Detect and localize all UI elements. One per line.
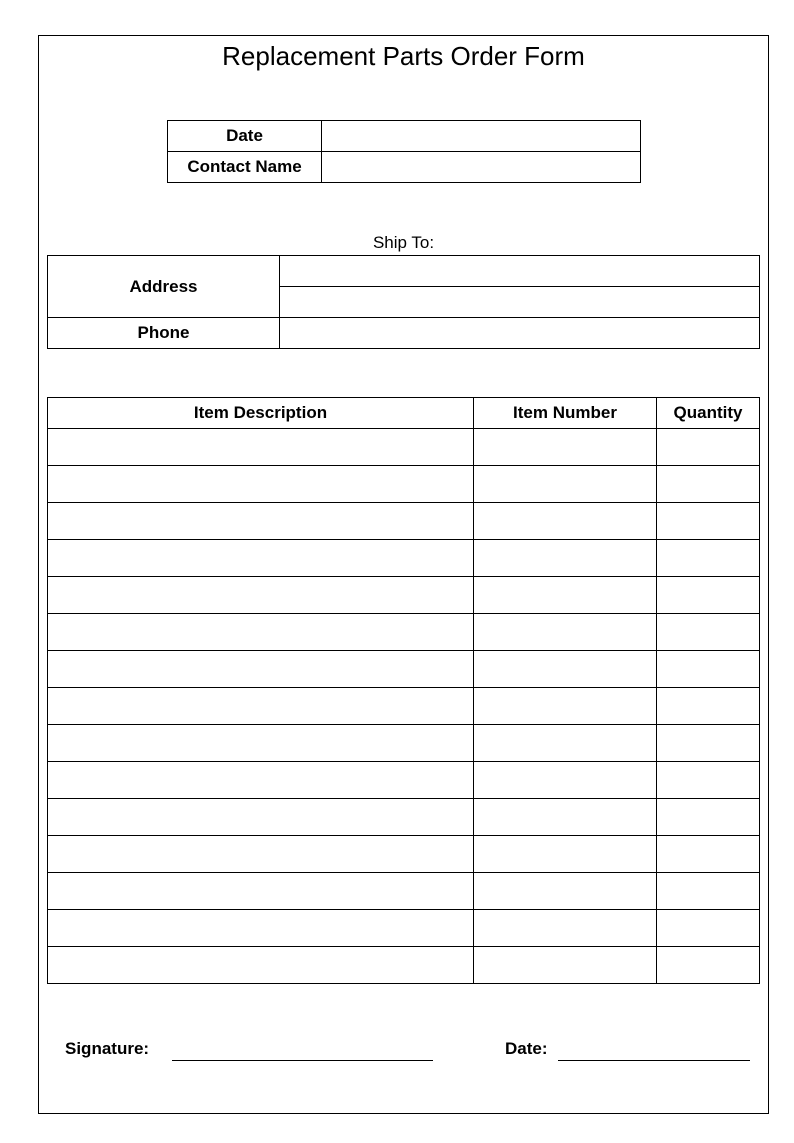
- item-number-cell[interactable]: [474, 799, 657, 836]
- quantity-cell[interactable]: [657, 762, 760, 799]
- date-label: Date: [168, 121, 322, 152]
- signature-label: Signature:: [65, 1039, 150, 1058]
- table-row: [48, 651, 760, 688]
- item-number-cell[interactable]: [474, 651, 657, 688]
- ship-to-heading: Ship To:: [372, 233, 435, 252]
- address-label: Address: [48, 256, 280, 318]
- quantity-cell[interactable]: [657, 503, 760, 540]
- quantity-cell[interactable]: [657, 688, 760, 725]
- item-description-cell[interactable]: [48, 651, 474, 688]
- item-number-cell[interactable]: [474, 836, 657, 873]
- table-row: [48, 762, 760, 799]
- item-number-cell[interactable]: [474, 688, 657, 725]
- quantity-cell[interactable]: [657, 873, 760, 910]
- quantity-cell[interactable]: [657, 799, 760, 836]
- quantity-cell[interactable]: [657, 651, 760, 688]
- item-number-cell[interactable]: [474, 614, 657, 651]
- table-row: [48, 836, 760, 873]
- address-line-1-field[interactable]: [280, 256, 760, 287]
- footer-date-line-field[interactable]: [558, 1060, 750, 1061]
- column-header-quantity: Quantity: [657, 398, 760, 429]
- table-row: [48, 873, 760, 910]
- item-number-cell[interactable]: [474, 429, 657, 466]
- table-row: [48, 466, 760, 503]
- column-header-item-description: Item Description: [48, 398, 474, 429]
- table-row: [48, 725, 760, 762]
- table-row: [48, 577, 760, 614]
- signature-line-field[interactable]: [172, 1060, 433, 1061]
- quantity-cell[interactable]: [657, 577, 760, 614]
- header-info-table: [167, 120, 641, 183]
- item-number-cell[interactable]: [474, 947, 657, 984]
- contact-name-field[interactable]: [322, 152, 641, 183]
- quantity-cell[interactable]: [657, 429, 760, 466]
- date-field[interactable]: [322, 121, 641, 152]
- table-row: [48, 688, 760, 725]
- address-row-1: [48, 256, 760, 287]
- column-header-item-number: Item Number: [474, 398, 657, 429]
- item-description-cell[interactable]: [48, 614, 474, 651]
- item-description-cell[interactable]: [48, 429, 474, 466]
- date-row: [168, 121, 641, 152]
- table-row: [48, 540, 760, 577]
- items-table-body: [48, 429, 760, 984]
- quantity-cell[interactable]: [657, 540, 760, 577]
- phone-label: Phone: [48, 318, 280, 349]
- table-row: [48, 503, 760, 540]
- item-number-cell[interactable]: [474, 503, 657, 540]
- item-number-cell[interactable]: [474, 762, 657, 799]
- quantity-cell[interactable]: [657, 947, 760, 984]
- item-description-cell[interactable]: [48, 540, 474, 577]
- contact-name-label: Contact Name: [168, 152, 322, 183]
- item-description-cell[interactable]: [48, 725, 474, 762]
- item-number-cell[interactable]: [474, 910, 657, 947]
- contact-name-row: [168, 152, 641, 183]
- item-number-cell[interactable]: [474, 873, 657, 910]
- items-table: [47, 397, 760, 984]
- item-description-cell[interactable]: [48, 873, 474, 910]
- item-description-cell[interactable]: [48, 947, 474, 984]
- table-row: [48, 799, 760, 836]
- address-line-2-field[interactable]: [280, 287, 760, 318]
- item-description-cell[interactable]: [48, 910, 474, 947]
- quantity-cell[interactable]: [657, 725, 760, 762]
- quantity-cell[interactable]: [657, 836, 760, 873]
- table-row: [48, 947, 760, 984]
- item-description-cell[interactable]: [48, 836, 474, 873]
- item-number-cell[interactable]: [474, 466, 657, 503]
- table-row: [48, 614, 760, 651]
- phone-field[interactable]: [280, 318, 760, 349]
- item-description-cell[interactable]: [48, 799, 474, 836]
- item-number-cell[interactable]: [474, 577, 657, 614]
- item-number-cell[interactable]: [474, 540, 657, 577]
- phone-row: [48, 318, 760, 349]
- item-number-cell[interactable]: [474, 725, 657, 762]
- item-description-cell[interactable]: [48, 577, 474, 614]
- quantity-cell[interactable]: [657, 910, 760, 947]
- footer-date-label: Date:: [505, 1039, 548, 1058]
- table-row: [48, 429, 760, 466]
- items-header-row: [48, 398, 760, 429]
- ship-to-table: [47, 255, 760, 349]
- item-description-cell[interactable]: [48, 503, 474, 540]
- form-title: Replacement Parts Order Form: [222, 41, 585, 71]
- table-row: [48, 910, 760, 947]
- item-description-cell[interactable]: [48, 762, 474, 799]
- quantity-cell[interactable]: [657, 466, 760, 503]
- item-description-cell[interactable]: [48, 688, 474, 725]
- quantity-cell[interactable]: [657, 614, 760, 651]
- item-description-cell[interactable]: [48, 466, 474, 503]
